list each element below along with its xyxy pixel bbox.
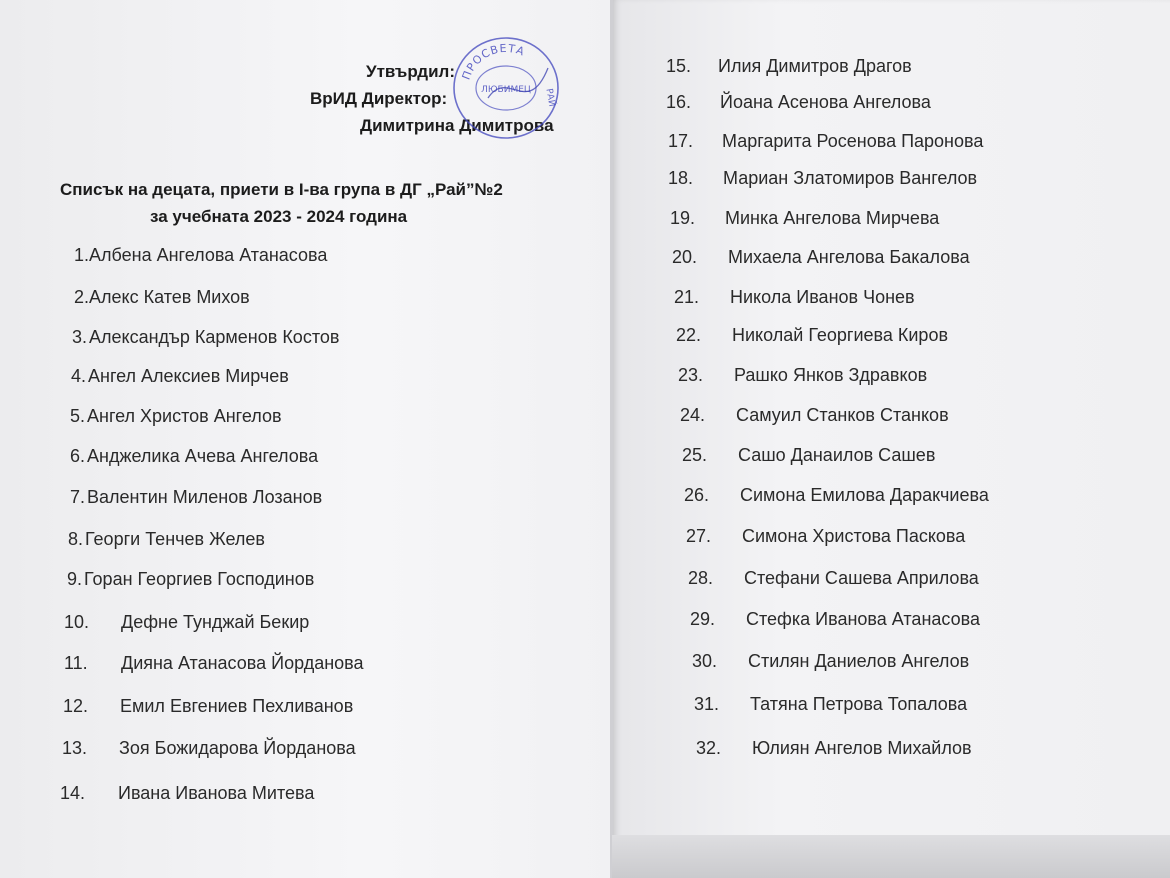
- child-row: [686, 526, 965, 547]
- child-row: [670, 208, 939, 229]
- child-row: [680, 405, 949, 426]
- child-name: Рашко Янков Здравков: [734, 365, 928, 385]
- approved-label: Утвърдил:: [366, 62, 455, 81]
- child-name: Ангел Алексиев Мирчев: [88, 366, 289, 386]
- child-name: Стефани Сашева Априлова: [744, 568, 979, 588]
- child-row: [668, 168, 977, 189]
- child-name: Минка Ангелова Мирчева: [725, 208, 940, 228]
- director-name: Димитрина Димитрова: [360, 116, 554, 135]
- child-name: Георги Тенчев Желев: [85, 529, 265, 549]
- child-number: 4.: [71, 366, 87, 386]
- child-number: 18.: [668, 168, 694, 188]
- list-title: Списък на децата, приети в I-ва група в ДГ „Рай”№2: [60, 180, 503, 199]
- page-fold: [610, 0, 613, 878]
- child-row: [63, 696, 353, 717]
- child-name: Дияна Атанасова Йорданова: [121, 653, 364, 673]
- child-row: [696, 738, 972, 759]
- child-number: 10.: [64, 612, 90, 632]
- child-name: Горан Георгиев Господинов: [84, 569, 315, 589]
- child-row: [666, 56, 912, 77]
- director-position: ВрИД Директор:: [310, 89, 448, 108]
- child-name: Емил Евгениев Пехливанов: [120, 696, 354, 716]
- child-row: [74, 245, 327, 266]
- child-name: Симона Христова Паскова: [742, 526, 966, 546]
- child-name: Александър Карменов Костов: [89, 327, 340, 347]
- paper-bottom-edge: [612, 835, 1170, 878]
- child-name: Мариан Златомиров Вангелов: [723, 168, 978, 188]
- child-row: [70, 446, 318, 467]
- svg-text:ПРОСВЕТА: ПРОСВЕТА: [459, 41, 527, 82]
- child-name: Алекс Катев Михов: [89, 287, 250, 307]
- child-row: [74, 287, 250, 308]
- child-row: [672, 247, 970, 268]
- child-row: [688, 568, 979, 589]
- child-row: [64, 653, 364, 674]
- child-row: [70, 406, 282, 427]
- child-number: 27.: [686, 526, 712, 546]
- child-number: 12.: [63, 696, 89, 716]
- child-number: 29.: [690, 609, 716, 629]
- child-name: Ивана Иванова Митева: [118, 783, 315, 803]
- child-number: 7.: [70, 487, 86, 507]
- child-name: Симона Емилова Даракчиева: [740, 485, 989, 505]
- child-name: Михаела Ангелова Бакалова: [728, 247, 970, 267]
- child-row: [666, 92, 931, 113]
- list-subtitle: за учебната 2023 - 2024 година: [150, 207, 408, 226]
- child-number: 26.: [684, 485, 710, 505]
- svg-text:ЛЮБИМЕЦ: ЛЮБИМЕЦ: [481, 85, 531, 95]
- child-number: 8.: [68, 529, 84, 549]
- child-name: Татяна Петрова Топалова: [750, 694, 968, 714]
- child-name: Ангел Христов Ангелов: [87, 406, 282, 426]
- child-name: Стефка Иванова Атанасова: [746, 609, 980, 629]
- child-number: 25.: [682, 445, 708, 465]
- child-name: Стилян Даниелов Ангелов: [748, 651, 970, 671]
- child-number: 31.: [694, 694, 720, 714]
- child-row: [682, 445, 935, 466]
- child-number: 17.: [668, 131, 694, 151]
- child-row: [684, 485, 989, 506]
- child-name: Юлиян Ангелов Михайлов: [752, 738, 972, 758]
- child-name: Маргарита Росенова Паронова: [722, 131, 984, 151]
- child-row: [71, 366, 289, 387]
- child-number: 22.: [676, 325, 702, 345]
- child-name: Никола Иванов Чонев: [730, 287, 915, 307]
- child-name: Албена Ангелова Атанасова: [89, 245, 328, 265]
- child-row: [64, 612, 309, 633]
- child-row: [67, 569, 314, 590]
- child-number: 16.: [666, 92, 692, 112]
- child-name: Анджелика Ачева Ангелова: [87, 446, 319, 466]
- child-number: 30.: [692, 651, 718, 671]
- child-number: 20.: [672, 247, 698, 267]
- child-row: [70, 487, 322, 508]
- child-number: 32.: [696, 738, 722, 758]
- child-name: Сашо Данаилов Сашев: [738, 445, 936, 465]
- child-number: 6.: [70, 446, 86, 466]
- child-name: Николай Георгиева Киров: [732, 325, 949, 345]
- child-row: [62, 738, 356, 759]
- child-number: 5.: [70, 406, 86, 426]
- child-name: Зоя Божидарова Йорданова: [119, 738, 356, 758]
- child-number: 1.: [74, 245, 90, 265]
- child-row: [690, 609, 980, 630]
- child-name: Самуил Станков Станков: [736, 405, 949, 425]
- child-name: Йоана Асенова Ангелова: [720, 92, 931, 112]
- child-number: 2.: [74, 287, 90, 307]
- child-row: [676, 325, 948, 346]
- child-row: [72, 327, 339, 348]
- child-number: 11.: [64, 653, 88, 673]
- child-row: [60, 783, 314, 804]
- child-number: 3.: [72, 327, 88, 347]
- child-number: 19.: [670, 208, 696, 228]
- child-row: [668, 131, 983, 152]
- child-number: 24.: [680, 405, 706, 425]
- child-number: 21.: [674, 287, 700, 307]
- child-row: [678, 365, 927, 386]
- child-row: [692, 651, 969, 672]
- child-name: Дефне Тунджай Бекир: [121, 612, 310, 632]
- child-number: 14.: [60, 783, 86, 803]
- child-number: 9.: [67, 569, 83, 589]
- child-row: [674, 287, 915, 308]
- official-stamp: [448, 28, 564, 144]
- child-name: Илия Димитров Драгов: [718, 56, 912, 76]
- child-number: 15.: [666, 56, 692, 76]
- child-row: [68, 529, 265, 550]
- child-name: Валентин Миленов Лозанов: [87, 487, 323, 507]
- child-number: 23.: [678, 365, 704, 385]
- svg-text:РАЙ: РАЙ: [543, 87, 557, 108]
- child-number: 13.: [62, 738, 88, 758]
- child-row: [694, 694, 967, 715]
- child-number: 28.: [688, 568, 714, 588]
